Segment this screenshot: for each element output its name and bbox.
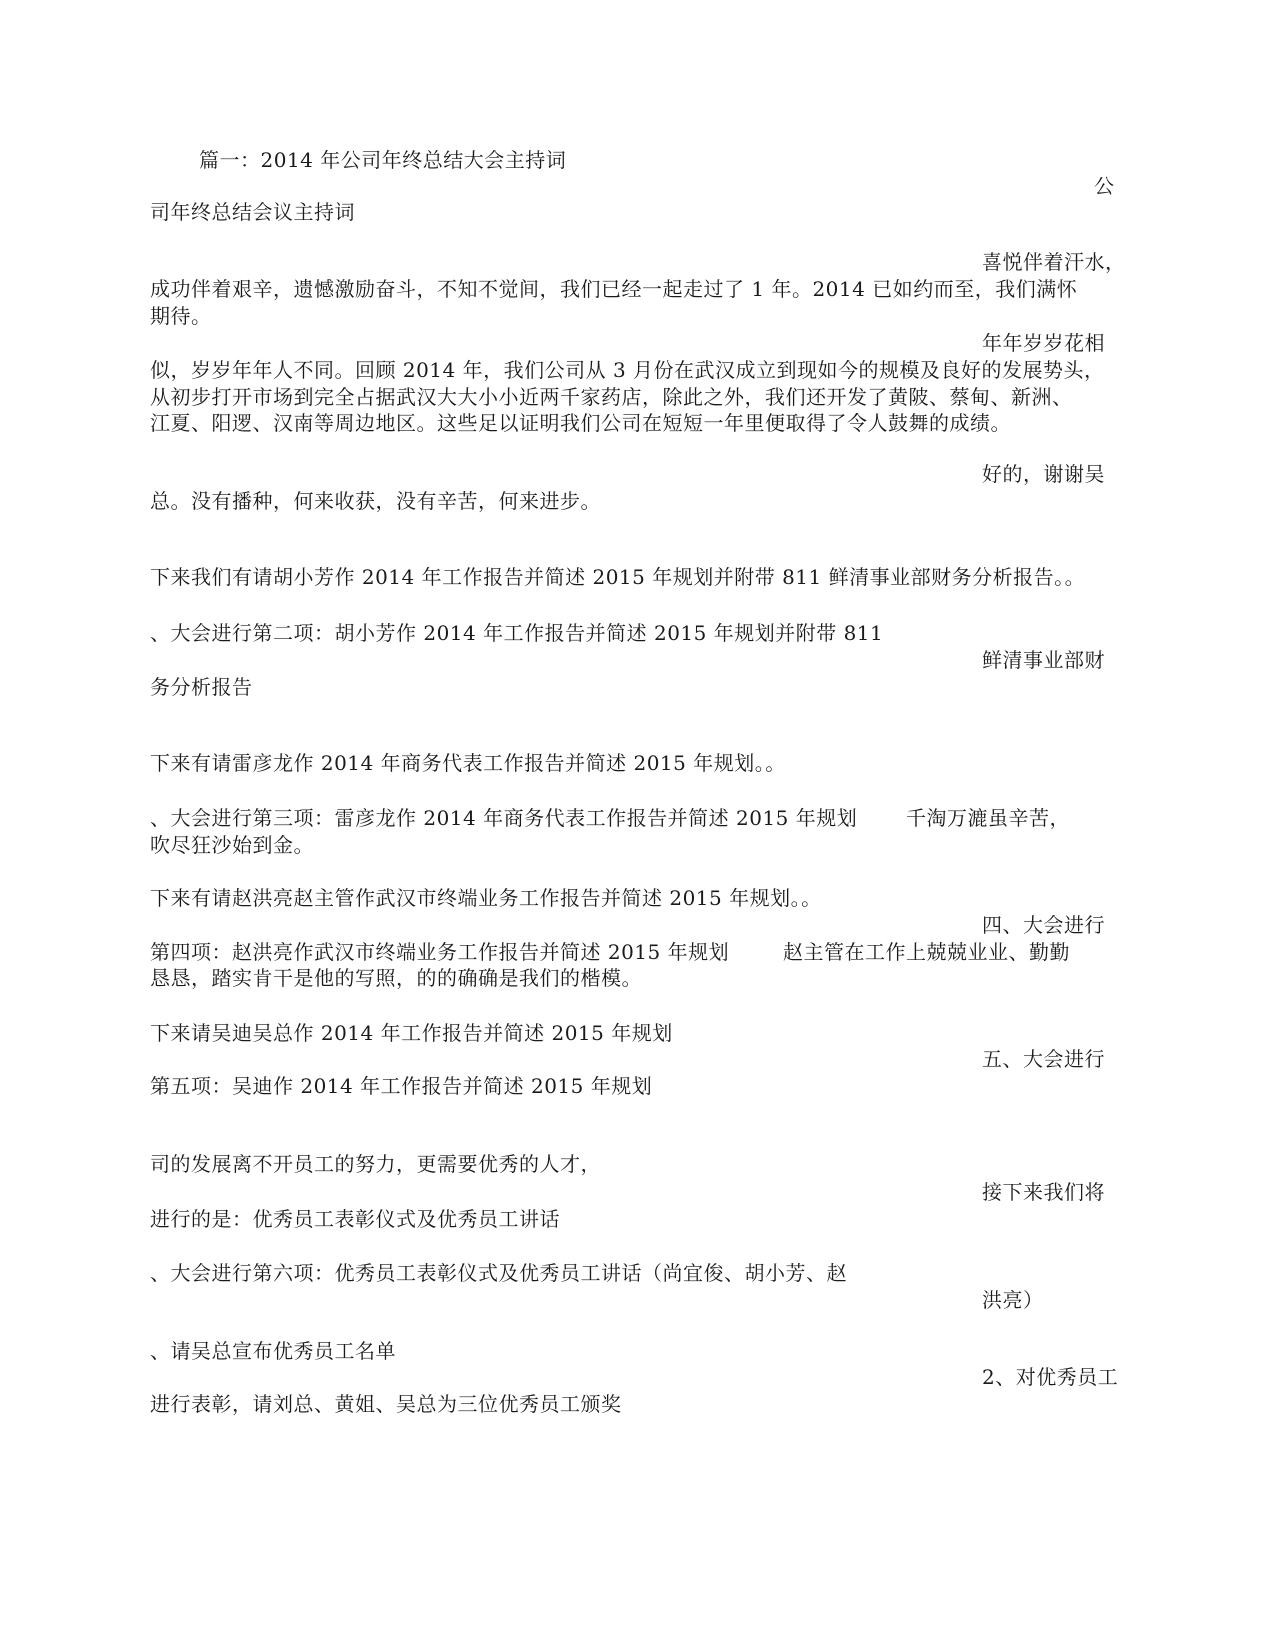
p14-line-a: 、大会进行第六项：优秀员工表彰仪式及优秀员工讲话（尚宜俊、胡小芳、赵 bbox=[150, 1261, 847, 1285]
p9-tail: 赵主管在工作上兢兢业业、勤勤 bbox=[783, 940, 1070, 964]
p9-line-b: 恳恳，踏实肯干是他的写照，的的确确是我们的楷模。 bbox=[150, 966, 642, 990]
p2-lead: 年年岁岁花相 bbox=[982, 331, 1105, 355]
p3-line-a: 总。没有播种，何来收获，没有辛苦，何来进步。 bbox=[150, 489, 601, 513]
doc-title: 篇一：2014 年公司年终总结大会主持词 bbox=[199, 148, 567, 172]
p10-text: 下来请吴迪吴总作 2014 年工作报告并简述 2015 年规划 bbox=[150, 1021, 673, 1045]
heading-tail: 公 bbox=[1094, 174, 1115, 198]
p1-line-b: 期待。 bbox=[150, 304, 212, 328]
p11-line-a: 第五项：吴迪作 2014 年工作报告并简述 2015 年规划 bbox=[150, 1074, 653, 1098]
p1-lead: 喜悦伴着汗水， bbox=[982, 250, 1126, 274]
p14-lead: 洪亮） bbox=[982, 1288, 1044, 1312]
p12-text: 司的发展离不开员工的努力，更需要优秀的人才， bbox=[150, 1152, 601, 1176]
p7-line-a: 、大会进行第三项：雷彦龙作 2014 年商务代表工作报告并简述 2015 年规划 bbox=[150, 806, 858, 830]
p16-lead: 2、对优秀员工 bbox=[982, 1365, 1119, 1389]
p2-line-b: 从初步打开市场到完全占据武汉大大小小近两千家药店，除此之外，我们还开发了黄陂、蔡甸、新洲、 bbox=[150, 385, 1073, 409]
p9-line-a: 第四项：赵洪亮作武汉市终端业务工作报告并简述 2015 年规划 bbox=[150, 940, 730, 964]
p6-text: 下来有请雷彦龙作 2014 年商务代表工作报告并简述 2015 年规划。。 bbox=[150, 751, 786, 775]
p7-line-b: 吹尽狂沙始到金。 bbox=[150, 833, 314, 857]
p5-line-a: 、大会进行第二项：胡小芳作 2014 年工作报告并简述 2015 年规划并附带 811 bbox=[150, 621, 884, 645]
p11-lead: 五、大会进行 bbox=[982, 1047, 1105, 1071]
p13-lead: 接下来我们将 bbox=[982, 1180, 1105, 1204]
p7-tail: 千淘万漉虽辛苦， bbox=[906, 806, 1070, 830]
p2-line-a: 似，岁岁年年人不同。回顾 2014 年，我们公司从 3 月份在武汉成立到现如今的规模及良好的发展势头， bbox=[150, 358, 1105, 382]
p16-line-a: 进行表彰，请刘总、黄姐、吴总为三位优秀员工颁奖 bbox=[150, 1392, 622, 1416]
p15-text: 、请吴总宣布优秀员工名单 bbox=[150, 1339, 396, 1363]
p4-text: 下来我们有请胡小芳作 2014 年工作报告并简述 2015 年规划并附带 811 鲜清事业部财务分析报告。。 bbox=[150, 565, 1086, 589]
p1-line-a: 成功伴着艰辛，遗憾激励奋斗，不知不觉间，我们已经一起走过了 1 年。2014 已如约而至，我们满怀 bbox=[150, 277, 1078, 301]
p2-line-c: 江夏、阳逻、汉南等周边地区。这些足以证明我们公司在短短一年里便取得了令人鼓舞的成绩。 bbox=[150, 411, 1011, 435]
p5-line-b: 务分析报告 bbox=[150, 675, 253, 699]
heading-line2: 司年终总结会议主持词 bbox=[150, 200, 355, 224]
p13-line-a: 进行的是：优秀员工表彰仪式及优秀员工讲话 bbox=[150, 1207, 560, 1231]
p9-lead: 四、大会进行 bbox=[982, 913, 1105, 937]
p8-text: 下来有请赵洪亮赵主管作武汉市终端业务工作报告并简述 2015 年规划。。 bbox=[150, 886, 822, 910]
p3-lead: 好的，谢谢吴 bbox=[982, 462, 1105, 486]
p5-lead: 鲜清事业部财 bbox=[982, 648, 1105, 672]
